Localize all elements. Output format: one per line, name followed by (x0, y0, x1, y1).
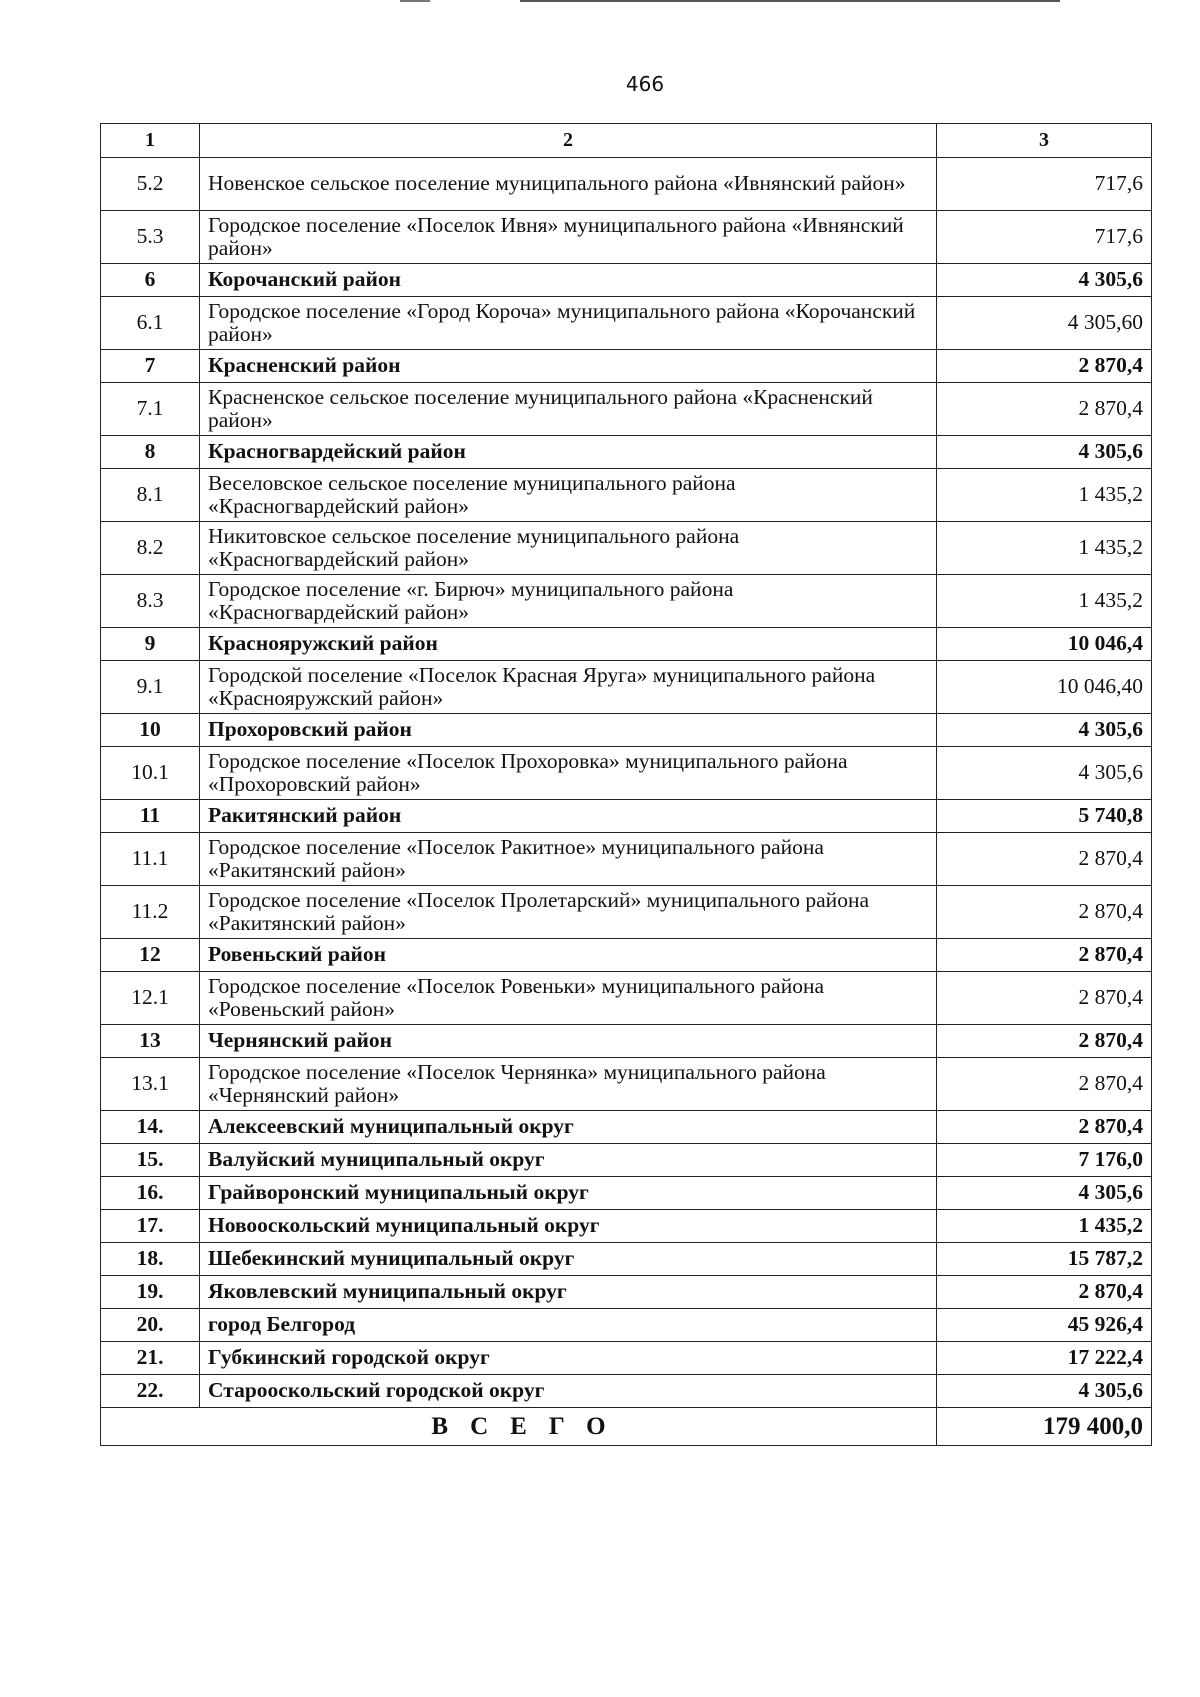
row-value: 2 870,4 (937, 972, 1152, 1025)
table-row (101, 747, 1152, 800)
row-name: Старооскольский городской округ (200, 1375, 937, 1408)
row-number: 7.1 (101, 383, 200, 436)
header-row (101, 124, 1152, 158)
row-name: Городской поселение «Поселок Красная Яруга» муниципального района «Краснояружский район» (200, 661, 937, 714)
row-number: 8.2 (101, 522, 200, 575)
row-name: Губкинский городской округ (200, 1342, 937, 1375)
row-name: Шебекинский муниципальный округ (200, 1243, 937, 1276)
row-name: Прохоровский район (200, 714, 937, 747)
row-value: 717,6 (937, 211, 1152, 264)
row-value: 4 305,6 (937, 436, 1152, 469)
row-value: 4 305,6 (937, 264, 1152, 297)
row-name: Городское поселение «г. Бирюч» муниципального района «Красногвардейский район» (200, 575, 937, 628)
row-name: Чернянский район (200, 1025, 937, 1058)
column-header-value: 3 (937, 124, 1152, 158)
table-row (101, 1309, 1152, 1342)
row-name: Веселовское сельское поселение муниципального района «Красногвардейский район» (200, 469, 937, 522)
table-row (101, 800, 1152, 833)
row-name: Корочанский район (200, 264, 937, 297)
total-label: ВСЕГО (101, 1408, 937, 1446)
row-number: 16. (101, 1177, 200, 1210)
row-value: 17 222,4 (937, 1342, 1152, 1375)
table-row (101, 383, 1152, 436)
row-value: 4 305,60 (937, 297, 1152, 350)
table-row (101, 211, 1152, 264)
row-number: 9.1 (101, 661, 200, 714)
row-name: Ракитянский район (200, 800, 937, 833)
row-name: Городское поселение «Поселок Ровеньки» муниципального района «Ровеньский район» (200, 972, 937, 1025)
total-value: 179 400,0 (937, 1408, 1152, 1446)
row-number: 21. (101, 1342, 200, 1375)
table-row (101, 886, 1152, 939)
row-name: Городское поселение «Город Короча» муниципального района «Корочанский район» (200, 297, 937, 350)
row-number: 13 (101, 1025, 200, 1058)
row-number: 12.1 (101, 972, 200, 1025)
row-name: город Белгород (200, 1309, 937, 1342)
table-row (101, 1177, 1152, 1210)
row-name: Ровеньский район (200, 939, 937, 972)
table-row (101, 436, 1152, 469)
row-value: 2 870,4 (937, 939, 1152, 972)
table-row (101, 350, 1152, 383)
row-number: 10 (101, 714, 200, 747)
row-number: 8.1 (101, 469, 200, 522)
row-number: 14. (101, 1111, 200, 1144)
allocation-table (100, 123, 1152, 1446)
page-number: 466 (625, 72, 665, 96)
row-value: 4 305,6 (937, 1177, 1152, 1210)
table-row (101, 833, 1152, 886)
row-value: 10 046,4 (937, 628, 1152, 661)
row-value: 2 870,4 (937, 1058, 1152, 1111)
row-value: 2 870,4 (937, 1276, 1152, 1309)
row-number: 18. (101, 1243, 200, 1276)
row-number: 17. (101, 1210, 200, 1243)
column-header-number: 1 (101, 124, 200, 158)
table-row (101, 1342, 1152, 1375)
row-name: Красногвардейский район (200, 436, 937, 469)
table-row (101, 1243, 1152, 1276)
row-value: 1 435,2 (937, 575, 1152, 628)
row-name: Городское поселение «Поселок Ивня» муниципального района «Ивнянский район» (200, 211, 937, 264)
row-name: Городское поселение «Поселок Чернянка» муниципального района «Чернянский район» (200, 1058, 937, 1111)
row-name: Грайворонский муниципальный округ (200, 1177, 937, 1210)
table-row (101, 158, 1152, 211)
row-number: 19. (101, 1276, 200, 1309)
row-value: 4 305,6 (937, 1375, 1152, 1408)
row-number: 22. (101, 1375, 200, 1408)
table-row (101, 469, 1152, 522)
row-number: 15. (101, 1144, 200, 1177)
row-value: 45 926,4 (937, 1309, 1152, 1342)
row-name: Городское поселение «Поселок Пролетарский» муниципального района «Ракитянский район» (200, 886, 937, 939)
row-name: Краснояружский район (200, 628, 937, 661)
table-row (101, 297, 1152, 350)
row-name: Валуйский муниципальный округ (200, 1144, 937, 1177)
row-value: 1 435,2 (937, 522, 1152, 575)
row-number: 12 (101, 939, 200, 972)
row-value: 1 435,2 (937, 469, 1152, 522)
row-number: 5.2 (101, 158, 200, 211)
table-row (101, 661, 1152, 714)
row-value: 15 787,2 (937, 1243, 1152, 1276)
row-number: 6.1 (101, 297, 200, 350)
row-value: 4 305,6 (937, 714, 1152, 747)
row-number: 7 (101, 350, 200, 383)
row-value: 2 870,4 (937, 350, 1152, 383)
row-number: 9 (101, 628, 200, 661)
row-name: Городское поселение «Поселок Ракитное» муниципального района «Ракитянский район» (200, 833, 937, 886)
table-row (101, 575, 1152, 628)
table-row (101, 939, 1152, 972)
row-name: Алексеевский муниципальный округ (200, 1111, 937, 1144)
row-value: 2 870,4 (937, 886, 1152, 939)
row-number: 8.3 (101, 575, 200, 628)
row-value: 5 740,8 (937, 800, 1152, 833)
table-row (101, 1210, 1152, 1243)
row-name: Красненское сельское поселение муниципального района «Красненский район» (200, 383, 937, 436)
row-name: Новенское сельское поселение муниципального района «Ивнянский район» (200, 158, 937, 211)
column-header-name: 2 (200, 124, 937, 158)
row-name: Новооскольский муниципальный округ (200, 1210, 937, 1243)
row-value: 1 435,2 (937, 1210, 1152, 1243)
table-row (101, 522, 1152, 575)
row-number: 20. (101, 1309, 200, 1342)
table-row (101, 972, 1152, 1025)
row-number: 6 (101, 264, 200, 297)
row-value: 2 870,4 (937, 1111, 1152, 1144)
row-number: 11 (101, 800, 200, 833)
table-row (101, 1276, 1152, 1309)
row-name: Яковлевский муниципальный округ (200, 1276, 937, 1309)
scan-artifact-line (520, 0, 1060, 2)
row-value: 10 046,40 (937, 661, 1152, 714)
table-row (101, 1144, 1152, 1177)
row-number: 10.1 (101, 747, 200, 800)
row-name: Никитовское сельское поселение муниципального района «Красногвардейский район» (200, 522, 937, 575)
table-row (101, 1111, 1152, 1144)
row-number: 11.1 (101, 833, 200, 886)
table-row (101, 1025, 1152, 1058)
table-row (101, 628, 1152, 661)
row-number: 8 (101, 436, 200, 469)
row-name: Городское поселение «Поселок Прохоровка» муниципального района «Прохоровский район» (200, 747, 937, 800)
table-row (101, 264, 1152, 297)
row-value: 4 305,6 (937, 747, 1152, 800)
table-row (101, 714, 1152, 747)
table-row (101, 1058, 1152, 1111)
row-value: 717,6 (937, 158, 1152, 211)
row-value: 2 870,4 (937, 383, 1152, 436)
row-number: 11.2 (101, 886, 200, 939)
row-value: 7 176,0 (937, 1144, 1152, 1177)
table-row (101, 1375, 1152, 1408)
row-number: 13.1 (101, 1058, 200, 1111)
row-value: 2 870,4 (937, 1025, 1152, 1058)
scan-artifact-line (400, 0, 430, 2)
row-number: 5.3 (101, 211, 200, 264)
row-name: Красненский район (200, 350, 937, 383)
total-row (101, 1408, 1152, 1446)
row-value: 2 870,4 (937, 833, 1152, 886)
